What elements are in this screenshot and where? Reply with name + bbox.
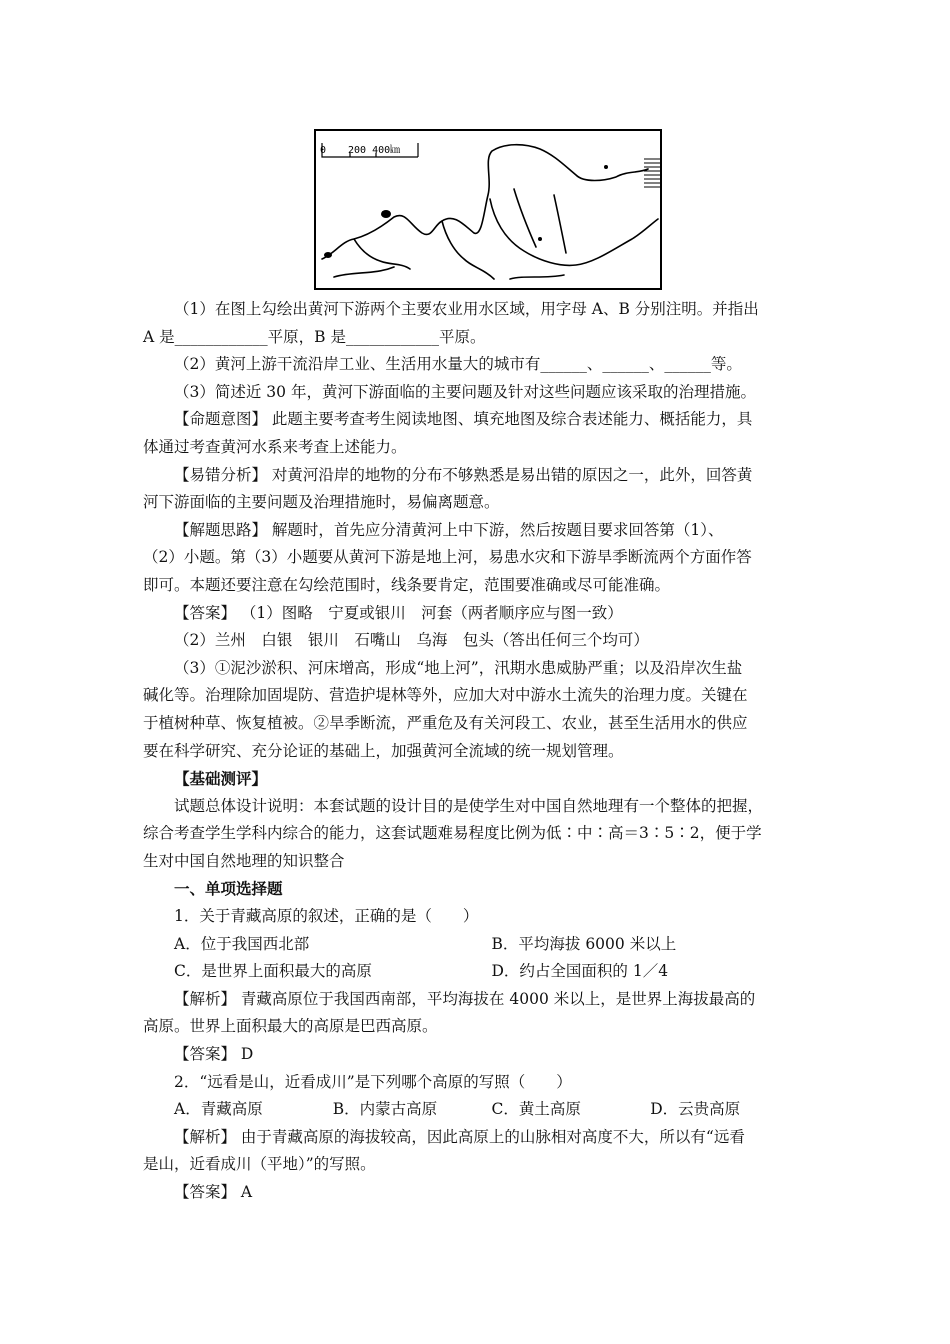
mc1-choices-row-2 — [143, 958, 809, 986]
answer-2: （2）兰州 白银 银川 石嘴山 乌海 包头（答出任何三个均可） — [174, 631, 649, 650]
design-line-2: 综合考查学生学科内综合的能力，这套试题难易程度比例为低∶中∶高＝3∶5∶2，便于学 — [143, 824, 762, 843]
mc2-answer: 【答案】 A — [174, 1183, 253, 1201]
mc2-explanation-line-2: 是山，近看成川（平地）”的写照。 — [143, 1155, 376, 1174]
answer-1: 【答案】 （1）图略 宁夏或银川 河套（两者顺序应与图一致） — [174, 603, 623, 622]
mc2-explanation-line-1: 【解析】 由于青藏高原的海拔较高，因此高原上的山脉相对高度不大，所以有“远看 — [174, 1127, 745, 1146]
mc1-option-d: D．约占全国面积的 1／4 — [491, 962, 669, 981]
lake-marker — [381, 210, 391, 218]
answer-3-line-3: 于植树种草、恢复植被。②旱季断流，严重危及有关河段工、农业，甚至生活用水的供应 — [143, 713, 748, 732]
section-heading: 一、单项选择题 — [174, 879, 283, 899]
answer-3-line-4: 要在科学研究、充分论证的基础上，加强黄河全流域的统一规划管理。 — [143, 741, 624, 760]
approach-line-1: 【解题思路】 解题时，首先应分清黄河上中下游，然后按题目要求回答第（1）、 — [174, 520, 724, 539]
question-2: （2）黄河上游干流沿岸工业、生活用水量大的城市有______、______、______等。 — [174, 355, 742, 374]
question-3: （3）简述近 30 年，黄河下游面临的主要问题及针对这些问题应该采取的治理措施。 — [174, 382, 756, 401]
mc1-option-c: C．是世界上面积最大的高原 — [174, 962, 372, 981]
question-1-line-1: （1）在图上勾绘出黄河下游两个主要农业用水区域，用字母 A、B 分别注明。并指出 — [174, 300, 759, 318]
question-1-line-2: A 是____________平原，B 是____________平原。 — [143, 327, 486, 346]
mc1-explanation-line-1: 【解析】 青藏高原位于我国西南部，平均海拔在 4000 米以上，是世界上海拔最高的 — [174, 989, 756, 1008]
mc1-option-b: B．平均海拔 6000 米以上 — [491, 934, 677, 953]
mc2-choices — [143, 1096, 809, 1124]
design-line-1: 试题总体设计说明：本套试题的设计目的是使学生对中国自然地理有一个整体的把握， — [174, 796, 764, 815]
scale-label: 200 400㎞ — [348, 145, 401, 156]
basic-test-heading: 【基础测评】 — [174, 769, 268, 789]
mc1-question: 1．关于青藏高原的叙述，正确的是（ ） — [174, 907, 479, 926]
error-analysis-line-2: 河下游面临的主要问题及治理措施时，易偏离题意。 — [143, 493, 500, 512]
answer-3-line-2: 碱化等。治理除加固堤防、营造护堤林等外，应加大对中游水土流失的治理力度。关键在 — [143, 686, 748, 705]
mc2-option-d: D．云贵高原 — [650, 1100, 741, 1119]
mc2-option-c: C．黄土高原 — [491, 1100, 581, 1119]
city-dot-2 — [604, 165, 608, 169]
lake-marker-2 — [324, 252, 332, 258]
city-dot — [538, 237, 542, 241]
yellow-river-map — [314, 129, 662, 290]
mc2-option-b: B．内蒙古高原 — [332, 1100, 438, 1119]
approach-line-2: （2）小题。第（3）小题要从黄河下游是地上河，易患水灾和下游旱季断流两个方面作答 — [143, 548, 752, 567]
mc1-answer: 【答案】 D — [174, 1045, 254, 1064]
mc1-explanation-line-2: 高原。世界上面积最大的高原是巴西高原。 — [143, 1017, 438, 1036]
design-line-3: 生对中国自然地理的知识整合 — [143, 851, 345, 870]
intent-line-1: 【命题意图】 此题主要考查考生阅读地图、填充地图及综合表述能力、概括能力，具 — [174, 410, 753, 429]
error-analysis-line-1: 【易错分析】 对黄河沿岸的地物的分布不够熟悉是易出错的原因之一，此外，回答黄 — [174, 465, 753, 484]
mc2-question: 2．“远看是山，近看成川”是下列哪个高原的写照（ ） — [174, 1072, 572, 1091]
answer-3-line-1: （3）①泥沙淤积、河床增高，形成“地上河”，汛期水患威胁严重；以及沿岸次生盐 — [174, 658, 743, 677]
approach-line-3: 即可。本题还要注意在勾绘范围时，线条要肯定，范围要准确或尽可能准确。 — [143, 575, 671, 594]
mc1-choices-row-1 — [143, 931, 809, 959]
mc1-option-a: A．位于我国西北部 — [174, 934, 310, 953]
scale-zero: 0 — [320, 145, 327, 156]
mc2-option-a: A．青藏高原 — [174, 1100, 263, 1119]
intent-line-2: 体通过考查黄河水系来考查上述能力。 — [143, 437, 407, 456]
document-body — [143, 296, 809, 1207]
